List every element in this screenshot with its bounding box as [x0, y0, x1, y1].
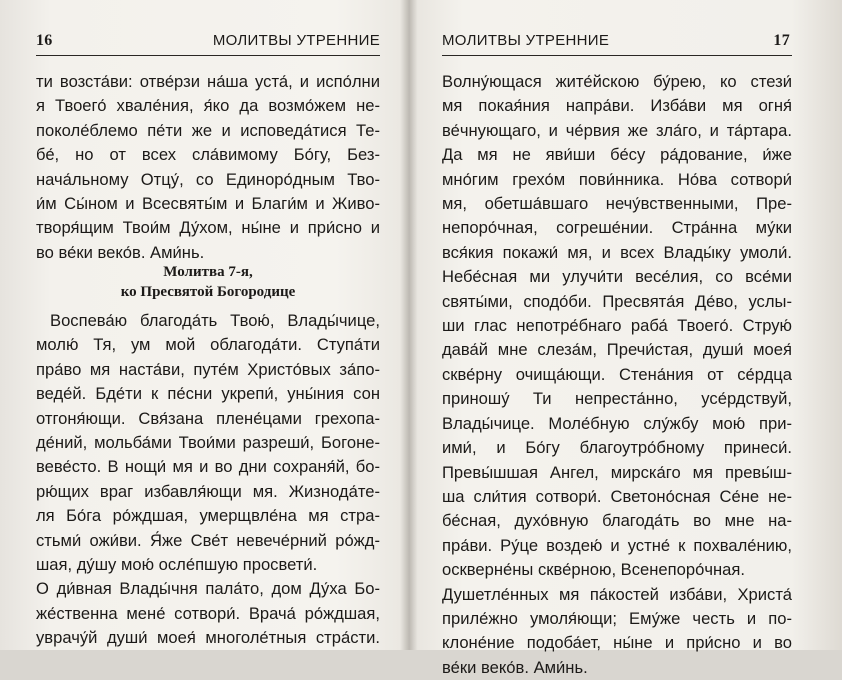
- text-line: же́ственна мене́ сотвори́. Врача́ ро́ждшая,: [36, 603, 380, 623]
- text-line: О ди́вная Влады́чня пала́то, дом Ду́ха Бо-: [36, 579, 380, 599]
- text-line: веде́й. Бде́ти к пе́сни укрепи́, уны́ния сон: [36, 384, 380, 404]
- text-line: Небе́сная ми улучи́ти весе́лия, со все́ми: [442, 267, 792, 287]
- right-page: [412, 0, 842, 677]
- text-line: стьми́ ожи́ви. Я́же Све́т невече́рний ро́жд-: [36, 530, 380, 550]
- text-line: Воспева́ю благода́ть Твою́, Влады́чице,: [50, 311, 380, 330]
- text-line: отгоня́ющи. Свя́зана плене́цами грехопа-: [36, 408, 380, 428]
- text-line: приле́жно умоля́ющи; Ему́же честь и по-: [442, 608, 792, 628]
- text-line: во ве́ки веко́в. Ами́нь.: [36, 242, 205, 262]
- prayer-heading: [36, 262, 380, 302]
- text-line: творя́щим Твои́м Ду́хом, ны́не и при́сно и: [36, 218, 380, 238]
- page-number: 16: [36, 32, 53, 49]
- text-line: Душетле́нных мя па́костей изба́ви, Христа́: [442, 584, 792, 604]
- left-page: [0, 0, 405, 650]
- text-line: пра́во мя наста́ви, путе́м Христо́вых за́по-: [36, 359, 380, 379]
- text-line: нача́льному Отцу́, со Единоро́дным Тво-: [36, 169, 380, 189]
- text-line: Превы́шшая Ангел, мирска́го мя превы́ш-: [442, 462, 792, 482]
- text-line: мно́гим грехо́м пови́нника. Но́ва сотвори́: [442, 169, 792, 189]
- left-page-header: [36, 32, 380, 54]
- text-line: непоро́чная, согреше́нии. Стра́нна му́ки: [442, 218, 792, 238]
- text-line: веве́сто. В нощи́ мя и во дни сохраня́й, бо-: [36, 457, 380, 477]
- text-line: Да мя не яви́ши бе́су ра́дование, и́же: [442, 145, 792, 165]
- running-title: МОЛИТВЫ УТРЕННИЕ: [442, 32, 610, 49]
- text-line: бе́, но от всех сла́вимому Бо́гу, Без-: [36, 145, 380, 165]
- right-text-block: [442, 70, 792, 680]
- text-line: скве́рну очища́ющи. Стена́ния от се́рдца: [442, 364, 792, 384]
- text-line: ши глас непотре́бнаго раба́ Твоего́. Струю́: [442, 316, 792, 336]
- text-line: мя, обетша́вшаго нечу́вственными, Пре-: [442, 194, 792, 214]
- text-line: рю́щих враг избавля́ющи мя. Жизнода́те-: [36, 481, 380, 501]
- text-line: ими́, и Бо́гу благоутро́бному принеси́.: [442, 438, 792, 458]
- header-rule: [36, 55, 380, 56]
- heading-line: ко Пресвятой Богородице: [120, 284, 296, 300]
- text-line: бе́сная, духо́вную благода́ть во мне на-: [442, 511, 792, 531]
- text-line: и́м Сы́ном и Всесвяты́м и Благи́м и Живо-: [36, 194, 380, 214]
- text-line: дава́й мне слеза́м, Пречи́стая, души́ моея́: [442, 340, 792, 360]
- text-line: клоне́ние подоба́ет, ны́не и при́сно и во: [442, 633, 792, 653]
- text-line: ля Бо́га ро́ждшая, умерщвле́на мя стра-: [36, 506, 380, 526]
- text-line: я Твоего́ хвале́ния, я́ко да возмо́жем не-: [36, 96, 380, 116]
- text-line: пра́ви. Ру́це воздею́ и устне́ к похвале́нию,: [442, 535, 792, 555]
- text-line: святы́ми, сподо́би. Пресвята́я Де́во, услы-: [442, 291, 792, 311]
- text-line: молю́ Тя, ум мой облагода́ти. Ступа́ти: [36, 335, 380, 355]
- text-line: уврачу́й души́ моея́ многоле́тныя стра́сти.: [36, 628, 380, 648]
- text-line: мя покая́ния напра́ви. Изба́ви мя огня́: [442, 96, 792, 116]
- text-line: ша сли́тия сотвори́. Светоно́сная Се́не не-: [442, 486, 792, 506]
- text-line: Влады́чице. Моле́бную слу́жбу мою́ при-: [442, 413, 792, 433]
- text-line: ве́ки веко́в. Ами́нь.: [442, 657, 588, 677]
- left-text-block-1: [36, 70, 380, 265]
- text-line: Волну́ющася жите́йскою бу́рею, ко стези́: [442, 72, 792, 91]
- text-line: шая, ду́шу мою́ осле́пшую просвети́.: [36, 555, 318, 575]
- right-page-header: [442, 32, 790, 54]
- left-text-block-2: [36, 309, 380, 651]
- text-line: оскверне́ны скве́рною, Всенепоро́чная.: [442, 560, 745, 580]
- text-line: ве́чнующаго, и че́рвия же зла́го, и та́ртара.: [442, 120, 792, 140]
- text-line: приношу́ Ти непреста́нно, усе́рдствуй,: [442, 389, 792, 409]
- page-number: 17: [773, 32, 790, 49]
- text-line: ти возста́ви: отве́рзи на́ша уста́, и испо́лни: [36, 72, 380, 91]
- header-rule: [442, 55, 792, 56]
- text-line: вся́кия покажи́ мя, и всех Влады́ку умоли́.: [442, 242, 792, 262]
- text-line: де́ний, мольба́ми Твои́ми разреши́, Богоне-: [36, 433, 380, 453]
- text-line: поколе́блемо пе́ти же и исповеда́тися Те-: [36, 120, 380, 140]
- heading-line: Молитва 7-я,: [163, 264, 253, 280]
- running-title: МОЛИТВЫ УТРЕННИЕ: [212, 32, 380, 49]
